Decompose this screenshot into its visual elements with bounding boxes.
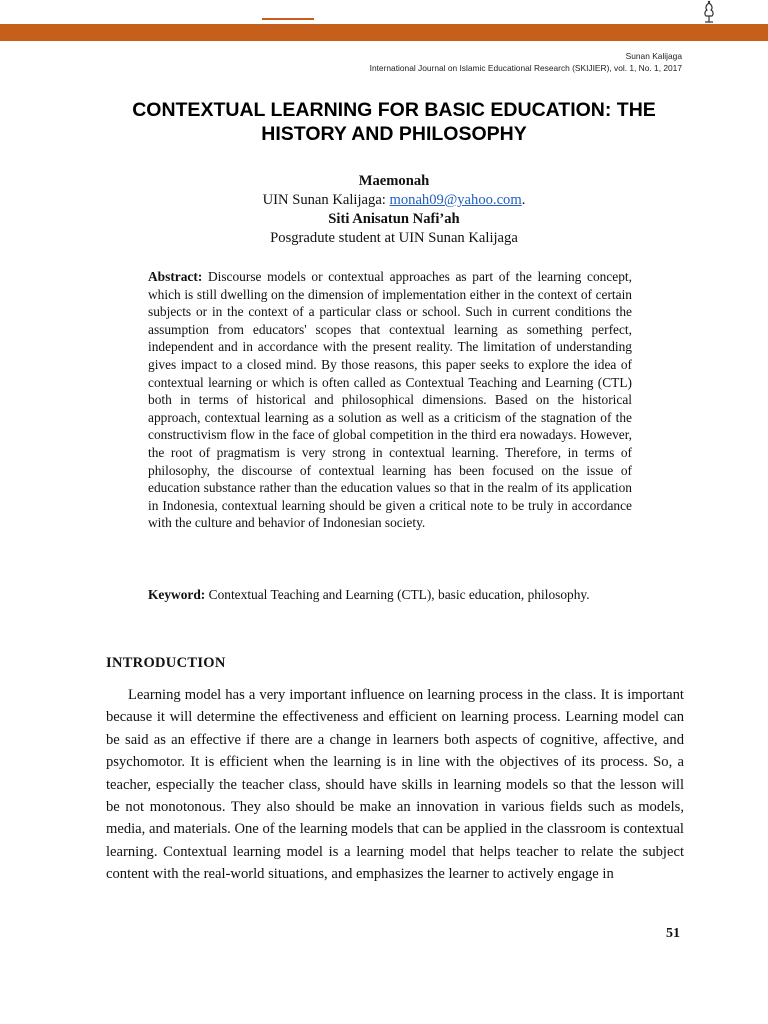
abstract <box>148 268 632 532</box>
abstract-text: Discourse models or contextual approaches as part of the learning concept, which is still dwelling on the dimension of implementation either in the context of certain subjects or in the context of a particular class or school. Such in current conditions the assumption from educators' scopes that contextual learning as something perfect, independent and in accordance with the present reality. The limitation of understanding gives impact to a closed mind. By those reasons, this paper seeks to explore the idea of contextual learning or which is often called as Contextual Teaching and Learning (CTL) both in terms of historical and philosophical dimensions. Based on the historical approach, contextual learning as a solution as well as a criticism of the stagnation of the constructivism flow in the face of global competition in the third era nowadays. However, the root of pragmatism is very strong in contextual learning. Therefore, in terms of philosophy, the discourse of contextual learning has been focused on the issue of education substance rather than the education values so that in the realm of its application in Indonesia, contextual learning should be given a critical note to be truly in accordance with the culture and behavior of Indonesian society. <box>148 269 632 531</box>
page-number: 51 <box>666 926 680 941</box>
author-affiliation-1 <box>100 191 688 210</box>
affiliation-prefix: UIN Sunan Kalijaga: <box>262 192 390 208</box>
publisher-name: Sunan Kalijaga <box>625 51 682 61</box>
keyword-text: Contextual Teaching and Learning (CTL), basic education, philosophy. <box>208 587 590 602</box>
section-heading-introduction: INTRODUCTION <box>106 655 226 671</box>
affiliation-suffix: . <box>521 192 526 208</box>
keyword-label: Keyword: <box>148 587 206 602</box>
author-affiliation-2: Posgradute student at UIN Sunan Kalijaga <box>270 230 518 246</box>
header-orange-band <box>0 24 768 41</box>
author-name-2: Siti Anisatun Nafi’ah <box>328 211 460 227</box>
abstract-label: Abstract: <box>148 269 203 284</box>
journal-citation: International Journal on Islamic Educational Research (SKIJIER), vol. 1, No. 1, 2017 <box>369 63 682 73</box>
author-email-link[interactable]: monah09@yahoo.com <box>389 192 522 208</box>
university-emblem-icon <box>698 0 720 24</box>
introduction-paragraph: Learning model has a very important influence on learning process in the class. It is important because it will determine the effectiveness and efficient on learning process. Learning model can be said as an effective if there are a change in learners both aspects of cognitive, affective, and psychomotor. It is efficient when the learning is in line with the objectives of its process. So, a teacher, especially the teacher class, should have skills in learning models so that the lesson will be not monotonous. They also should be make an innovation in various fields such as models, media, and materials. One of the learning models that can be applied in the classroom is contextual learning. Contextual learning model is a learning model that helps teacher to relate the subject content with the real-world situations, and emphasizes the learner to actively engage in <box>106 687 684 883</box>
keywords <box>148 586 632 604</box>
journal-running-head <box>370 50 682 74</box>
author-block <box>100 172 688 248</box>
top-header-bar <box>0 0 768 24</box>
author-name-1: Maemonah <box>358 173 430 189</box>
header-accent-line <box>262 18 314 20</box>
paper-title: CONTEXTUAL LEARNING FOR BASIC EDUCATION: THE HISTORY AND PHILOSOPHY <box>132 99 656 145</box>
